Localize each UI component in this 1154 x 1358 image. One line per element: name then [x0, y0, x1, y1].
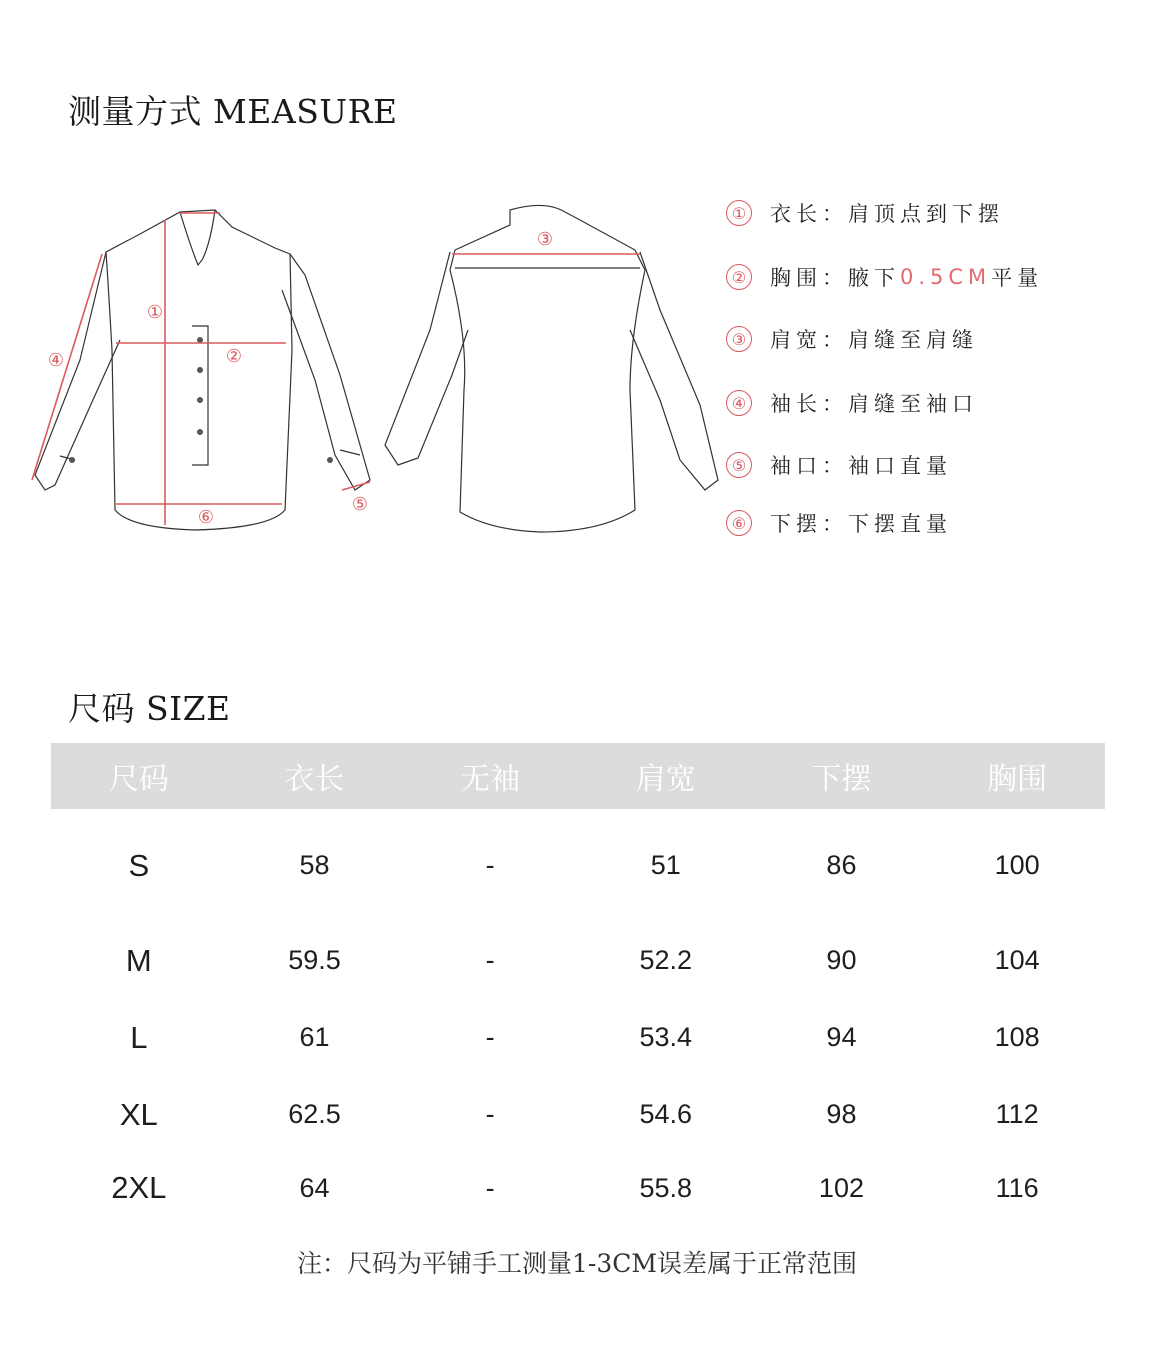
size-table: [51, 743, 1105, 1223]
table-cell: 90: [826, 945, 857, 975]
legend-number: ⑤: [726, 452, 752, 478]
header-chest: 胸围: [987, 762, 1048, 797]
table-row: [51, 1153, 1105, 1223]
table-cell: 86: [826, 850, 857, 880]
legend-number: ⑥: [726, 510, 752, 536]
size-title: 尺码 SIZE: [68, 689, 231, 728]
legend-desc: 袖口直量: [848, 454, 952, 478]
table-cell: -: [485, 1172, 495, 1203]
table-cell: S: [128, 847, 150, 883]
table-cell: -: [485, 945, 495, 975]
legend-label: 肩宽：: [770, 328, 848, 352]
table-row: [51, 999, 1105, 1076]
header-length: 衣长: [284, 762, 345, 797]
shirt-diagram: [20, 190, 720, 540]
measure-title: 测量方式 MEASURE: [68, 92, 398, 131]
legend-number: ①: [726, 200, 752, 226]
table-cell: 53.4: [639, 1022, 693, 1052]
legend-desc: 腋下: [848, 266, 900, 290]
legend-highlight: 0.5CM: [900, 265, 992, 289]
header-size: 尺码: [108, 762, 169, 797]
legend-label: 袖长：: [770, 392, 848, 416]
table-cell: -: [485, 850, 495, 880]
legend-item-5: [726, 448, 952, 482]
legend-number: ④: [726, 390, 752, 416]
diagram-mark-4: ④: [47, 350, 65, 371]
table-cell: 104: [994, 945, 1040, 975]
header-sleeveless: 无袖: [460, 762, 521, 797]
diagram-mark-2: ②: [225, 346, 243, 367]
measure-lines: [32, 213, 640, 525]
table-cell: 100: [994, 850, 1040, 880]
table-cell: 62.5: [288, 1099, 341, 1129]
table-cell: 64: [299, 1172, 330, 1203]
legend-item-3: [726, 322, 978, 356]
diagram-mark-3: ③: [536, 229, 554, 250]
legend-suffix: 平量: [991, 266, 1044, 290]
diagram-mark-5: ⑤: [351, 494, 369, 515]
table-cell: 59.5: [288, 945, 341, 975]
table-cell: 61: [299, 1022, 330, 1052]
legend-desc: 肩顶点到下摆: [848, 202, 1004, 226]
legend-item-1: [726, 196, 1004, 230]
legend-desc: 肩缝至肩缝: [848, 328, 978, 352]
measurement-note: 注：尺码为平铺手工测量1-3CM误差属于正常范围: [297, 1249, 857, 1278]
table-cell: 54.6: [639, 1099, 693, 1129]
front-collar: [180, 210, 215, 265]
table-cell: 52.2: [639, 945, 693, 975]
table-row: [51, 1076, 1105, 1153]
table-cell: 55.8: [639, 1172, 693, 1203]
header-shoulder: 肩宽: [635, 762, 696, 797]
legend-label: 袖口：: [770, 454, 848, 478]
diagram-mark-1: ①: [146, 302, 164, 323]
table-cell: L: [130, 1019, 148, 1055]
back-right-sleeve: [630, 252, 718, 490]
table-row: [51, 922, 1105, 999]
table-cell: 2XL: [111, 1170, 167, 1205]
table-cell: 112: [995, 1099, 1039, 1129]
legend-label: 胸围：: [770, 266, 848, 290]
table-cell: 58: [299, 850, 330, 880]
legend-desc: 下摆直量: [848, 512, 952, 536]
legend-item-2: [726, 260, 1043, 294]
table-cell: 116: [995, 1172, 1039, 1203]
back-left-sleeve: [385, 252, 468, 465]
diagram-mark-6: ⑥: [197, 507, 215, 528]
legend-desc: 肩缝至袖口: [848, 392, 978, 416]
legend-item-6: [726, 506, 952, 540]
table-cell: 102: [818, 1172, 864, 1203]
legend-label: 衣长：: [770, 202, 848, 226]
table-row: [51, 809, 1105, 922]
table-cell: 98: [826, 1099, 857, 1129]
table-cell: XL: [119, 1096, 158, 1132]
legend-number: ③: [726, 326, 752, 352]
legend-label: 下摆：: [770, 512, 848, 536]
table-cell: 108: [994, 1022, 1040, 1052]
header-hem: 下摆: [811, 762, 872, 797]
front-left-sleeve: [35, 252, 120, 490]
table-cell: M: [125, 942, 152, 978]
legend-item-4: [726, 386, 978, 420]
size-table-header-row: [51, 743, 1105, 809]
table-cell: 94: [826, 1022, 857, 1052]
legend-number: ②: [726, 264, 752, 290]
front-placket: [192, 326, 208, 465]
table-cell: -: [485, 1099, 495, 1129]
front-buttons: [69, 337, 333, 463]
table-cell: 51: [650, 850, 681, 880]
table-cell: -: [485, 1022, 495, 1052]
